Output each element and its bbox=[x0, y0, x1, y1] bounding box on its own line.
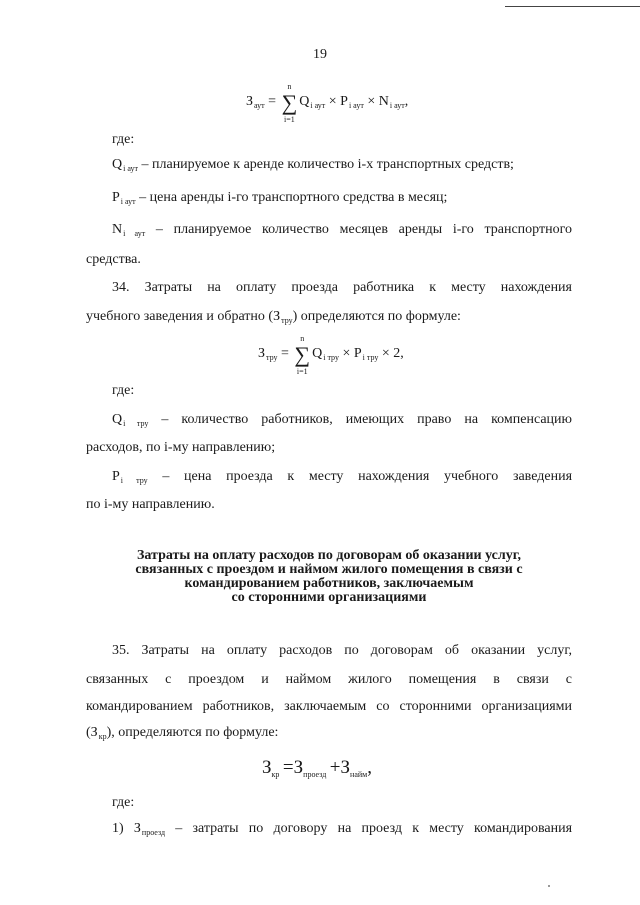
definition-q-tru-cont: расходов, по i-му направлению; bbox=[86, 440, 276, 455]
formula-aut: $З_{аут}$ = ∑ n i=1 $Q_{i аут} \times P_{i аут} \times N_{i аут}$, bbox=[246, 82, 409, 124]
formula-kr: $З_{кр} =З_{проезд} +З_{найм}$, bbox=[262, 757, 372, 779]
sum-symbol: ∑ n i=1 bbox=[281, 82, 298, 124]
para35-line2: связанных с проездом и наймом жилого помещения в связи с bbox=[86, 672, 572, 687]
formula-tru: $З_{тру}$ = ∑ n i=1 $Q_{i тру} \times P_{i тру} \times 2$, bbox=[258, 334, 404, 376]
para35-line3: командированием работников, заключаемым со сторонними организациями bbox=[86, 699, 572, 714]
para34-line2: учебного заведения и обратно $(З_{тру})$ определяются по формуле: bbox=[86, 309, 461, 325]
para35-line4: $(З_{кр})$, определяются по формуле: bbox=[86, 725, 279, 741]
section-heading: Затраты на оплату расходов по договорам об оказании услуг, связанных с проездом и наймом жилого помещения в связи с командированием работников, заключаемым со сторонними организациями bbox=[135, 548, 523, 605]
definition-p-tru-cont: по i-му направлению. bbox=[86, 497, 215, 512]
item1: 1) $З_{проезд}$ – затраты по договору на проезд к месту командирования bbox=[112, 821, 573, 837]
where-label: где: bbox=[112, 795, 135, 810]
top-rule bbox=[505, 6, 640, 7]
where-label: где: bbox=[112, 383, 135, 398]
where-label: где: bbox=[112, 132, 135, 147]
definition-p-tru: $P_{i тру}$ – цена проезда к месту нахождения учебного заведения bbox=[112, 469, 573, 485]
para34-line1: 34. Затраты на оплату проезда работника к месту нахождения bbox=[112, 280, 572, 295]
para35-line1: 35. Затраты на оплату расходов по договорам об оказании услуг, bbox=[112, 643, 572, 658]
scan-speck bbox=[548, 885, 550, 887]
sum-symbol: ∑ n i=1 bbox=[294, 334, 311, 376]
definition-q-tru: $Q_{i тру}$ – количество работников, имеющих право на компенсацию bbox=[112, 412, 572, 428]
definition-q-aut: $Q_{i аут}$ – планируемое к аренде количество i-х транспортных средств; bbox=[112, 157, 514, 173]
page-number: 19 bbox=[313, 47, 327, 62]
definition-n-aut-cont: средства. bbox=[86, 252, 141, 267]
definition-n-aut: $N_{i аут}$ – планируемое количество месяцев аренды i-го транспортного bbox=[112, 222, 572, 238]
definition-p-aut: $P_{i аут}$ – цена аренды i-го транспортного средства в месяц; bbox=[112, 190, 448, 206]
